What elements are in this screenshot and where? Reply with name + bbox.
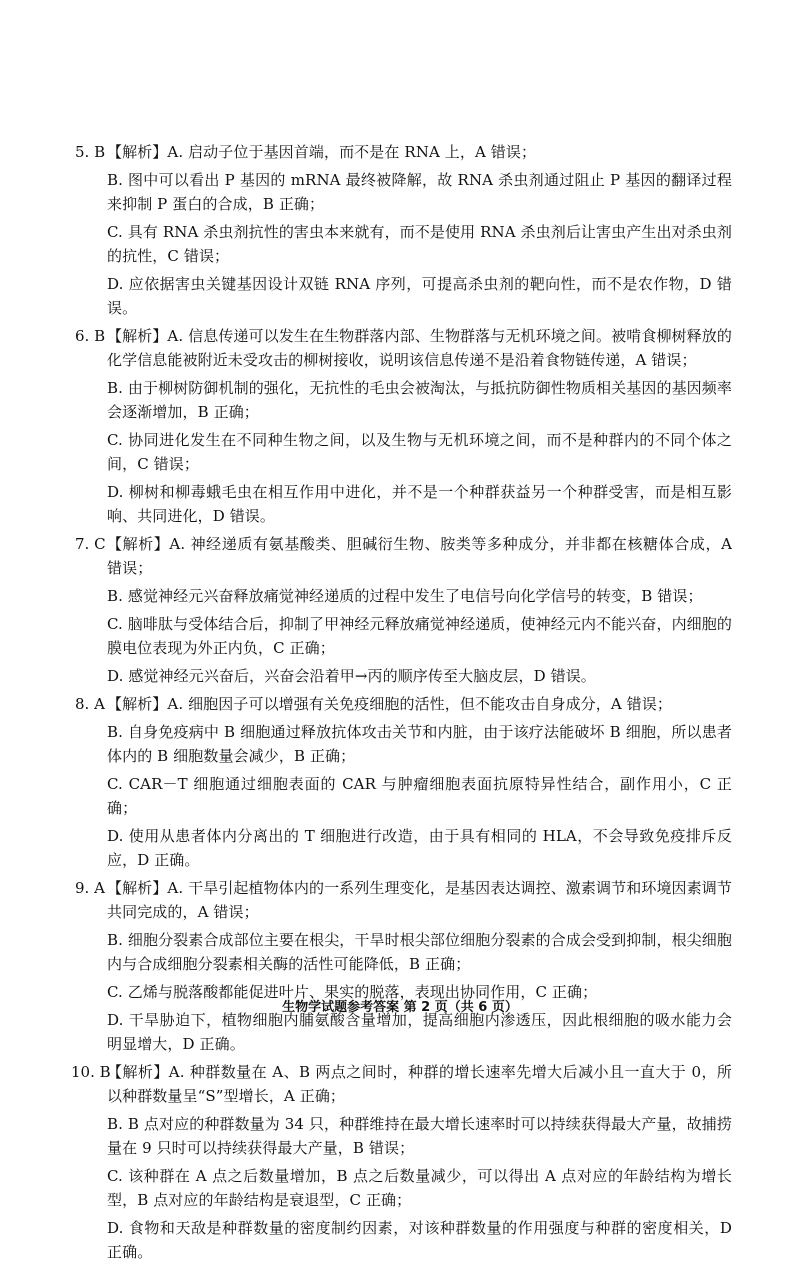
- explanation-paragraph: B. 图中可以看出 P 基因的 mRNA 最终被降解，故 RNA 杀虫剂通过阻止 P 基因的翻译过程来抑制 P 蛋白的合成，B 正确；: [107, 171, 732, 213]
- explanation-paragraph: C. CAR－T 细胞通过细胞表面的 CAR 与肿瘤细胞表面抗原特异性结合，副作用小，C 正确；: [107, 775, 732, 817]
- explanation-paragraph: D. 感觉神经元兴奋后，兴奋会沿着甲→丙的顺序传至大脑皮层，D 错误。: [107, 667, 596, 685]
- page-footer: 生物学试题参考答案 第 2 页（共 6 页）: [282, 1000, 518, 1015]
- explanation-paragraph: D. 食物和天敌是种群数量的密度制约因素，对该种群数量的作用强度与种群的密度相关，D 正确。: [107, 1219, 732, 1261]
- question-number: 7. C: [75, 535, 106, 553]
- explanation-paragraph: D. 干旱胁迫下，植物细胞内脯氨酸含量增加，提高细胞内渗透压，因此根细胞的吸水能力会明显增大，D 正确。: [107, 1011, 732, 1053]
- explanation-paragraph: B. B 点对应的种群数量为 34 只，种群维持在最大增长速率时可以持续获得最大产量，故捕捞量在 9 只时可以持续获得最大产量，B 错误；: [107, 1115, 732, 1157]
- question-number: 10. B: [71, 1063, 111, 1081]
- answer-item-5: [0, 140, 800, 320]
- explanation-paragraph: D. 柳树和柳毒蛾毛虫在相互作用中进化，并不是一个种群获益另一个种群受害，而是相互影响、共同进化，D 错误。: [107, 483, 732, 525]
- explanation-paragraph: 【解析】A. 细胞因子可以增强有关免疫细胞的活性，但不能攻击自身成分，A 错误；: [107, 695, 672, 713]
- answer-item-9: [0, 876, 800, 1056]
- explanation-paragraph: B. 自身免疫病中 B 细胞通过释放抗体攻击关节和内脏，由于该疗法能破坏 B 细胞，所以患者体内的 B 细胞数量会减少，B 正确；: [107, 723, 732, 765]
- explanation-paragraph: C. 具有 RNA 杀虫剂抗性的害虫本来就有，而不是使用 RNA 杀虫剂后让害虫产生出对杀虫剂的抗性，C 错误；: [107, 223, 732, 265]
- explanation-paragraph: B. 由于柳树防御机制的强化，无抗性的毛虫会被淘汰，与抵抗防御性物质相关基因的基因频率会逐渐增加，B 正确；: [107, 379, 732, 421]
- question-number: 8. A: [75, 695, 105, 713]
- answer-item-6: [0, 324, 800, 528]
- answer-item-8: [0, 692, 800, 872]
- explanation-paragraph: B. 感觉神经元兴奋释放痛觉神经递质的过程中发生了电信号向化学信号的转变，B 错误；: [107, 587, 703, 605]
- explanation-paragraph: D. 使用从患者体内分离出的 T 细胞进行改造，由于具有相同的 HLA，不会导致免疫排斥反应，D 正确。: [107, 827, 732, 869]
- explanation-paragraph: 【解析】A. 信息传递可以发生在生物群落内部、生物群落与无机环境之间。被啃食柳树释放的化学信息能被附近未受攻击的柳树接收，说明该信息传递不是沿着食物链传递，A 错误；: [107, 327, 732, 369]
- question-number: 5. B: [75, 143, 106, 161]
- explanation-paragraph: B. 细胞分裂素合成部位主要在根尖，干旱时根尖部位细胞分裂素的合成会受到抑制，根尖细胞内与合成细胞分裂素相关酶的活性可能降低，B 正确；: [107, 931, 732, 973]
- explanation-paragraph: C. 协同进化发生在不同种生物之间，以及生物与无机环境之间，而不是种群内的不同个体之间，C 错误；: [107, 431, 732, 473]
- explanation-paragraph: 【解析】A. 干旱引起植物体内的一系列生理变化，是基因表达调控、激素调节和环境因素调节共同完成的，A 错误；: [107, 879, 732, 921]
- explanation-paragraph: D. 应依据害虫关键基因设计双链 RNA 序列，可提高杀虫剂的靶向性，而不是农作物，D 错误。: [107, 275, 732, 317]
- explanation-paragraph: 【解析】A. 种群数量在 A、B 两点之间时，种群的增长速率先增大后减小且一直大于 0，所以种群数量呈“S”型增长，A 正确；: [107, 1063, 732, 1105]
- explanation-paragraph: 【解析】A. 启动子位于基因首端，而不是在 RNA 上，A 错误；: [107, 143, 537, 161]
- explanation-paragraph: C. 该种群在 A 点之后数量增加，B 点之后数量减少，可以得出 A 点对应的年龄结构为增长型，B 点对应的年龄结构是衰退型，C 正确；: [107, 1167, 732, 1209]
- question-number: 6. B: [75, 327, 106, 345]
- explanation-paragraph: C. 脑啡肽与受体结合后，抑制了甲神经元释放痛觉神经递质，使神经元内不能兴奋，内细胞的膜电位表现为外正内负，C 正确；: [107, 615, 732, 657]
- answer-item-10: [0, 1060, 800, 1264]
- answer-item-7: [0, 532, 800, 688]
- explanation-paragraph: C. 乙烯与脱落酸都能促进叶片、果实的脱落，表现出协同作用，C 正确；: [107, 983, 598, 1001]
- question-number: 9. A: [75, 879, 105, 897]
- answer-list: [0, 140, 800, 1268]
- explanation-paragraph: 【解析】A. 神经递质有氨基酸类、胆碱衍生物、胺类等多种成分，并非都在核糖体合成，A 错误；: [107, 535, 732, 577]
